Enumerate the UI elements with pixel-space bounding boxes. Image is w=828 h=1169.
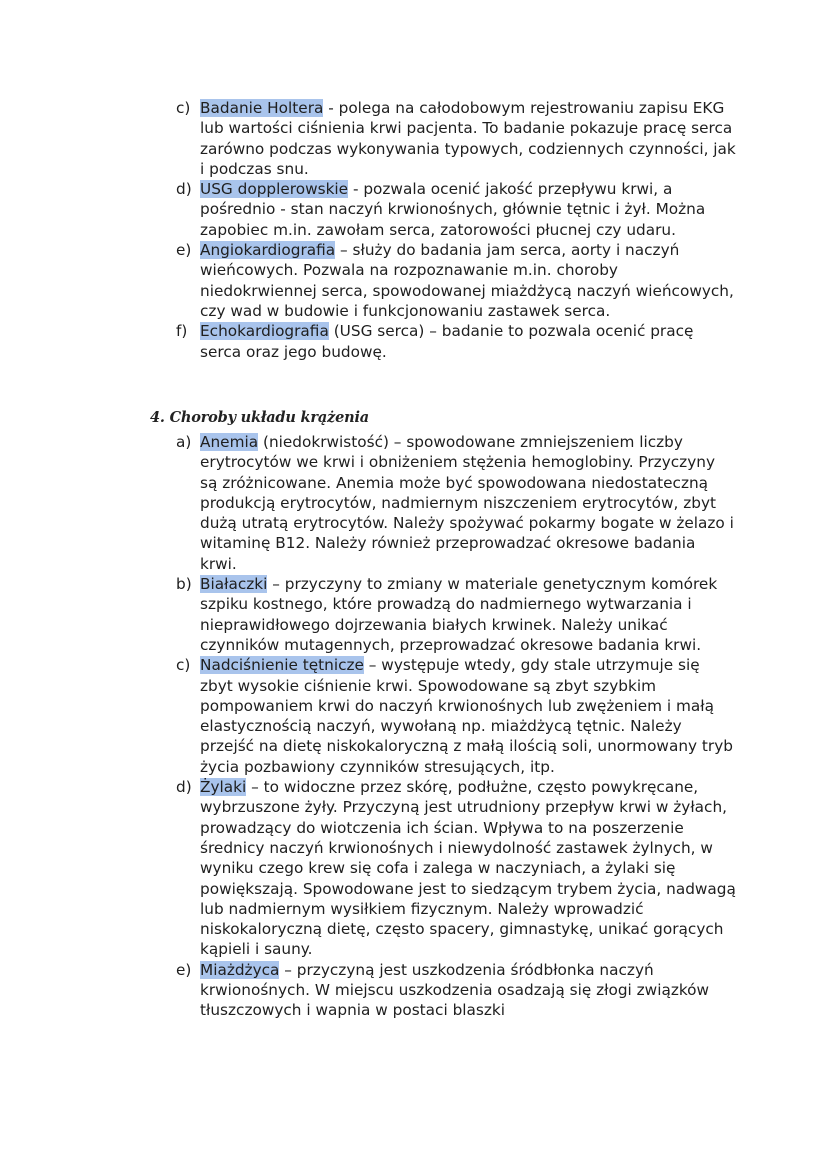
highlighted-term: Nadciśnienie tętnicze [200,656,364,675]
highlighted-term: Angiokardiografia [200,241,336,260]
item-description: – to widoczne przez skórę, podłużne, często powykręcane, wybrzuszone żyły. Przyczyną jest utrudniony przepływ krwi w żyłach, prowadzący do wiotczenia ich ścian. Wpływa to na poszerzenie średnicy naczyń krwionośnych i niewydolność zastawek żylnych, w wyniku czego krew się cofa i zalega w naczyniach, a żylaki się powiększają. Spowodowane jest to siedzącym trybem życia, nadwagą lub nadmiernym wysiłkiem fizycznym. Należy wprowadzić niskokaloryczną dietę, często spacery, gimnastykę, unikać gorących kąpieli i sauny. [200,778,736,959]
list-marker: e) [176,960,192,979]
highlighted-term: Miażdżyca [200,960,280,979]
list-item-text [200,240,736,321]
highlighted-term: Anemia [200,433,259,451]
item-description: – występuje wtedy, gdy stale utrzymuje się zbyt wysokie ciśnienie krwi. Spowodowane są zbyt szybkim pompowaniem krwi do naczyń krwionośnych lub zwężeniem i małą elastycznością naczyń, wywołaną np. miażdżycą tętnic. Należy przejść na dietę niskokaloryczną z małą ilością soli, unormowany tryb życia pozbawiony czynników stresujących, itp. [200,656,733,776]
list-item-text [200,960,736,1021]
highlighted-term: USG dopplerowskie [200,180,349,199]
highlighted-term: Białaczki [200,575,268,594]
list-marker: a) [176,433,192,451]
item-description: – służy do badania jam serca, aorty i naczyń wieńcowych. Pozwala na rozpoznawanie m.in. choroby niedokrwiennej serca, spowodowanej miażdżycą naczyń wieńcowych, czy wad w budowie i funkcjonowaniu zastawek serca. [200,241,734,320]
list-item [176,960,736,1021]
item-description: - pozwala ocenić jakość przepływu krwi, a pośrednio - stan naczyń krwionośnych, głównie tętnic i żył. Można zapobiec m.in. zawołam serca, zatorowości płucnej czy udaru. [200,180,706,239]
highlighted-term: Badanie Holtera [200,99,324,117]
list-marker: b) [176,575,192,594]
list-item [176,574,736,655]
highlighted-term: Żylaki [200,778,247,797]
list-item-text [200,321,736,362]
list-marker: f) [176,322,188,341]
list-item-text [200,98,736,179]
list-marker: e) [176,241,192,260]
list-item-text [200,655,736,777]
list-item-text [200,432,736,574]
list-item [176,98,736,179]
diagnostics-list [176,98,736,362]
list-item [176,432,736,574]
highlighted-term: Echokardiografia [200,322,329,341]
item-description: (USG serca) – badanie to pozwala ocenić pracę serca oraz jego budowę. [200,322,694,361]
item-description: - polega na całodobowym rejestrowaniu zapisu EKG lub wartości ciśnienia krwi pacjenta. To badanie pokazuje pracę serca zarówno podczas wykonywania typowych, codziennych czynności, jak i podczas snu. [200,99,736,178]
list-item [176,777,736,960]
list-marker: d) [176,778,192,797]
list-item [176,655,736,777]
list-item-text [200,777,736,960]
list-item [176,240,736,321]
diseases-list [176,432,736,1021]
list-item [176,321,736,362]
list-item [176,179,736,240]
item-description: – przyczyny to zmiany w materiale genetycznym komórek szpiku kostnego, które prowadzą do nadmiernego wytwarzania i nieprawidłowego dojrzewania białych krwinek. Należy unikać czynników mutagennych, przeprowadzać okresowe badania krwi. [200,575,718,654]
list-marker: c) [176,656,191,675]
list-item-text [200,179,736,240]
list-marker: d) [176,180,192,199]
section-heading: 4. Choroby układu krążenia [150,409,369,426]
list-item-text [200,574,736,655]
item-description: (niedokrwistość) – spowodowane zmniejszeniem liczby erytrocytów we krwi i obniżeniem stężenia hemoglobiny. Przyczyny są zróżnicowane. Anemia może być spowodowana niedostateczną produkcją erytrocytów, nadmiernym niszczeniem erytrocytów, zbyt dużą utratą erytrocytów. Należy spożywać pokarmy bogate w żelazo i witaminę B12. Należy również przeprowadzać okresowe badania krwi. [200,433,734,573]
item-description: – przyczyną jest uszkodzenia śródbłonka naczyń krwionośnych. W miejscu uszkodzenia osadzają się złogi związków tłuszczowych i wapnia w postaci blaszki [200,960,710,1020]
list-marker: c) [176,99,191,117]
